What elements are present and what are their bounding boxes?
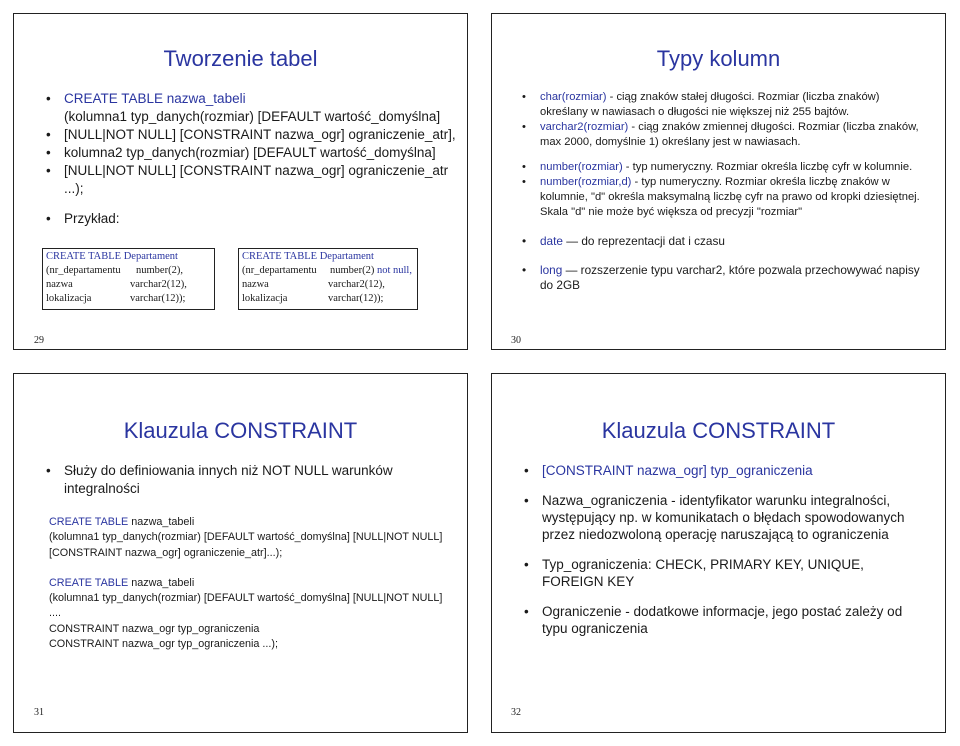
slide-30 — [491, 13, 946, 350]
slide-title: Tworzenie tabel — [163, 46, 318, 71]
code-line: (nr_departamentu — [46, 265, 121, 276]
type-description: — do reprezentacji dat i czasu — [562, 234, 725, 248]
code-keyword: CREATE TABLE — [49, 576, 129, 589]
code-keyword: CREATE TABLE — [49, 516, 129, 528]
code-line: CREATE TABLE Departament — [242, 251, 374, 262]
type-keyword: date — [540, 234, 563, 248]
list-item — [46, 210, 456, 228]
code-line: CONSTRAINT nazwa_ogr typ_ograniczenia — [49, 622, 260, 635]
code-line: varchar(12)); — [130, 293, 186, 304]
list-item — [522, 160, 927, 175]
list-item — [524, 492, 929, 543]
type-description: — rozszerzenie typu varchar2, które pozwala przechowywać napisy do 2GB — [540, 263, 920, 292]
code-line: .... — [49, 607, 61, 620]
code-line: nazwa_tabeli — [128, 516, 195, 528]
syntax-line: [NULL|NOT NULL] [CONSTRAINT nazwa_ogr] ograniczenie_atr], — [64, 127, 456, 142]
column-types-list — [522, 90, 927, 293]
code-line: nazwa — [46, 279, 73, 290]
syntax-line: kolumna2 typ_danych(rozmiar) [DEFAULT wartość_domyślna] — [64, 145, 436, 160]
type-keyword: char(rozmiar) — [540, 91, 607, 103]
list-item — [522, 263, 927, 293]
list-item — [524, 603, 929, 637]
code-line: not null, — [376, 265, 412, 276]
example-code-box — [42, 248, 215, 310]
code-line: CREATE TABLE Departament — [46, 251, 178, 262]
code-line: number(2), — [136, 265, 183, 276]
syntax-list — [46, 90, 456, 228]
type-description: - ciąg znaków zmiennej długości. Rozmiar (liczba znaków, max 2000, domyślnie 1) określany jest w nawiasach. — [540, 121, 919, 148]
code-line: number(2) — [330, 265, 375, 276]
list-item — [524, 556, 929, 590]
type-keyword: number(rozmiar) — [540, 161, 623, 173]
code-line: lokalizacja — [242, 293, 288, 304]
constraint-details-list — [524, 462, 929, 637]
page-number: 29 — [34, 335, 44, 346]
type-description: - typ numeryczny. Rozmiar określa liczbę cyfr w kolumnie. — [622, 161, 913, 173]
code-line: nazwa_tabeli — [128, 576, 195, 589]
slide-title: Klauzula CONSTRAINT — [601, 418, 836, 443]
code-line: (kolumna1 typ_danych(rozmiar) [DEFAULT wartość_domyślna] [NULL|NOT NULL] — [49, 531, 443, 544]
list-item — [46, 462, 456, 498]
list-item — [46, 90, 456, 126]
constraint-type-desc: Typ_ograniczenia: CHECK, PRIMARY KEY, UNIQUE, FOREIGN KEY — [542, 557, 864, 589]
list-item — [46, 162, 456, 198]
example-label: Przykład: — [64, 211, 120, 226]
constraint-intro-list — [46, 462, 456, 498]
type-description: - typ numeryczny. Rozmiar określa liczbę znaków w kolumnie, "d" określa maksymalną liczbę cyfr na prawo od kropki dziesiętnej. Skala "d" nie może być większa od precyzji "rozmiar" — [540, 176, 920, 218]
example-code-box — [238, 248, 418, 310]
code-line: CONSTRAINT nazwa_ogr typ_ograniczenia ...); — [49, 638, 279, 651]
constraint-syntax — [49, 515, 459, 652]
type-keyword: number(rozmiar,d) — [540, 176, 632, 188]
code-line: (nr_departamentu — [242, 265, 317, 276]
list-item — [46, 126, 456, 144]
list-item — [46, 144, 456, 162]
constraint-syntax-line: [CONSTRAINT nazwa_ogr] typ_ograniczenia — [542, 463, 813, 478]
slide-title: Klauzula CONSTRAINT — [123, 418, 358, 443]
constraint-extra-desc: Ograniczenie - dodatkowe informacje, jego postać zależy od typu ograniczenia — [542, 604, 903, 636]
code-line: [CONSTRAINT nazwa_ogr] ograniczenie_atr]...); — [49, 546, 283, 559]
code-line: varchar2(12), — [130, 279, 187, 290]
constraint-name-desc: Nazwa_ograniczenia - identyfikator warunku integralności, występujący np. w komunikatach o błędach spowodowanych przez niedozwoloną operację naruszającą to ograniczenia — [542, 493, 905, 542]
syntax-line: (kolumna1 typ_danych(rozmiar) [DEFAULT wartość_domyślna] — [64, 109, 441, 124]
list-item — [524, 462, 929, 479]
list-item — [522, 175, 927, 220]
list-item — [522, 234, 927, 249]
syntax-line: [NULL|NOT NULL] [CONSTRAINT nazwa_ogr] ograniczenie_atr ...); — [64, 163, 449, 196]
page-number: 31 — [34, 707, 44, 718]
syntax-line: CREATE TABLE nazwa_tabeli — [64, 91, 246, 106]
list-item — [522, 120, 927, 150]
code-line: lokalizacja — [46, 293, 92, 304]
slide-31 — [13, 373, 468, 733]
slide-29 — [13, 13, 468, 350]
code-line: nazwa — [242, 279, 269, 290]
type-keyword: varchar2(rozmiar) — [540, 121, 629, 133]
type-description: - ciąg znaków stałej długości. Rozmiar (liczba znaków) określany w nawiasach o długości nie większej niż 255 bajtów. — [540, 91, 880, 118]
code-line: (kolumna1 typ_danych(rozmiar) [DEFAULT wartość_domyślna] [NULL|NOT NULL] — [49, 592, 443, 605]
page-number: 32 — [511, 707, 521, 718]
list-item — [522, 90, 927, 120]
code-line: varchar(12)); — [328, 293, 384, 304]
code-line: varchar2(12), — [328, 279, 385, 290]
slide-title: Typy kolumn — [656, 46, 781, 71]
page-number: 30 — [511, 335, 521, 346]
type-keyword: long — [540, 263, 563, 277]
intro-text: Służy do definiowania innych niż NOT NULL warunków integralności — [64, 463, 393, 496]
slide-32 — [491, 373, 946, 733]
